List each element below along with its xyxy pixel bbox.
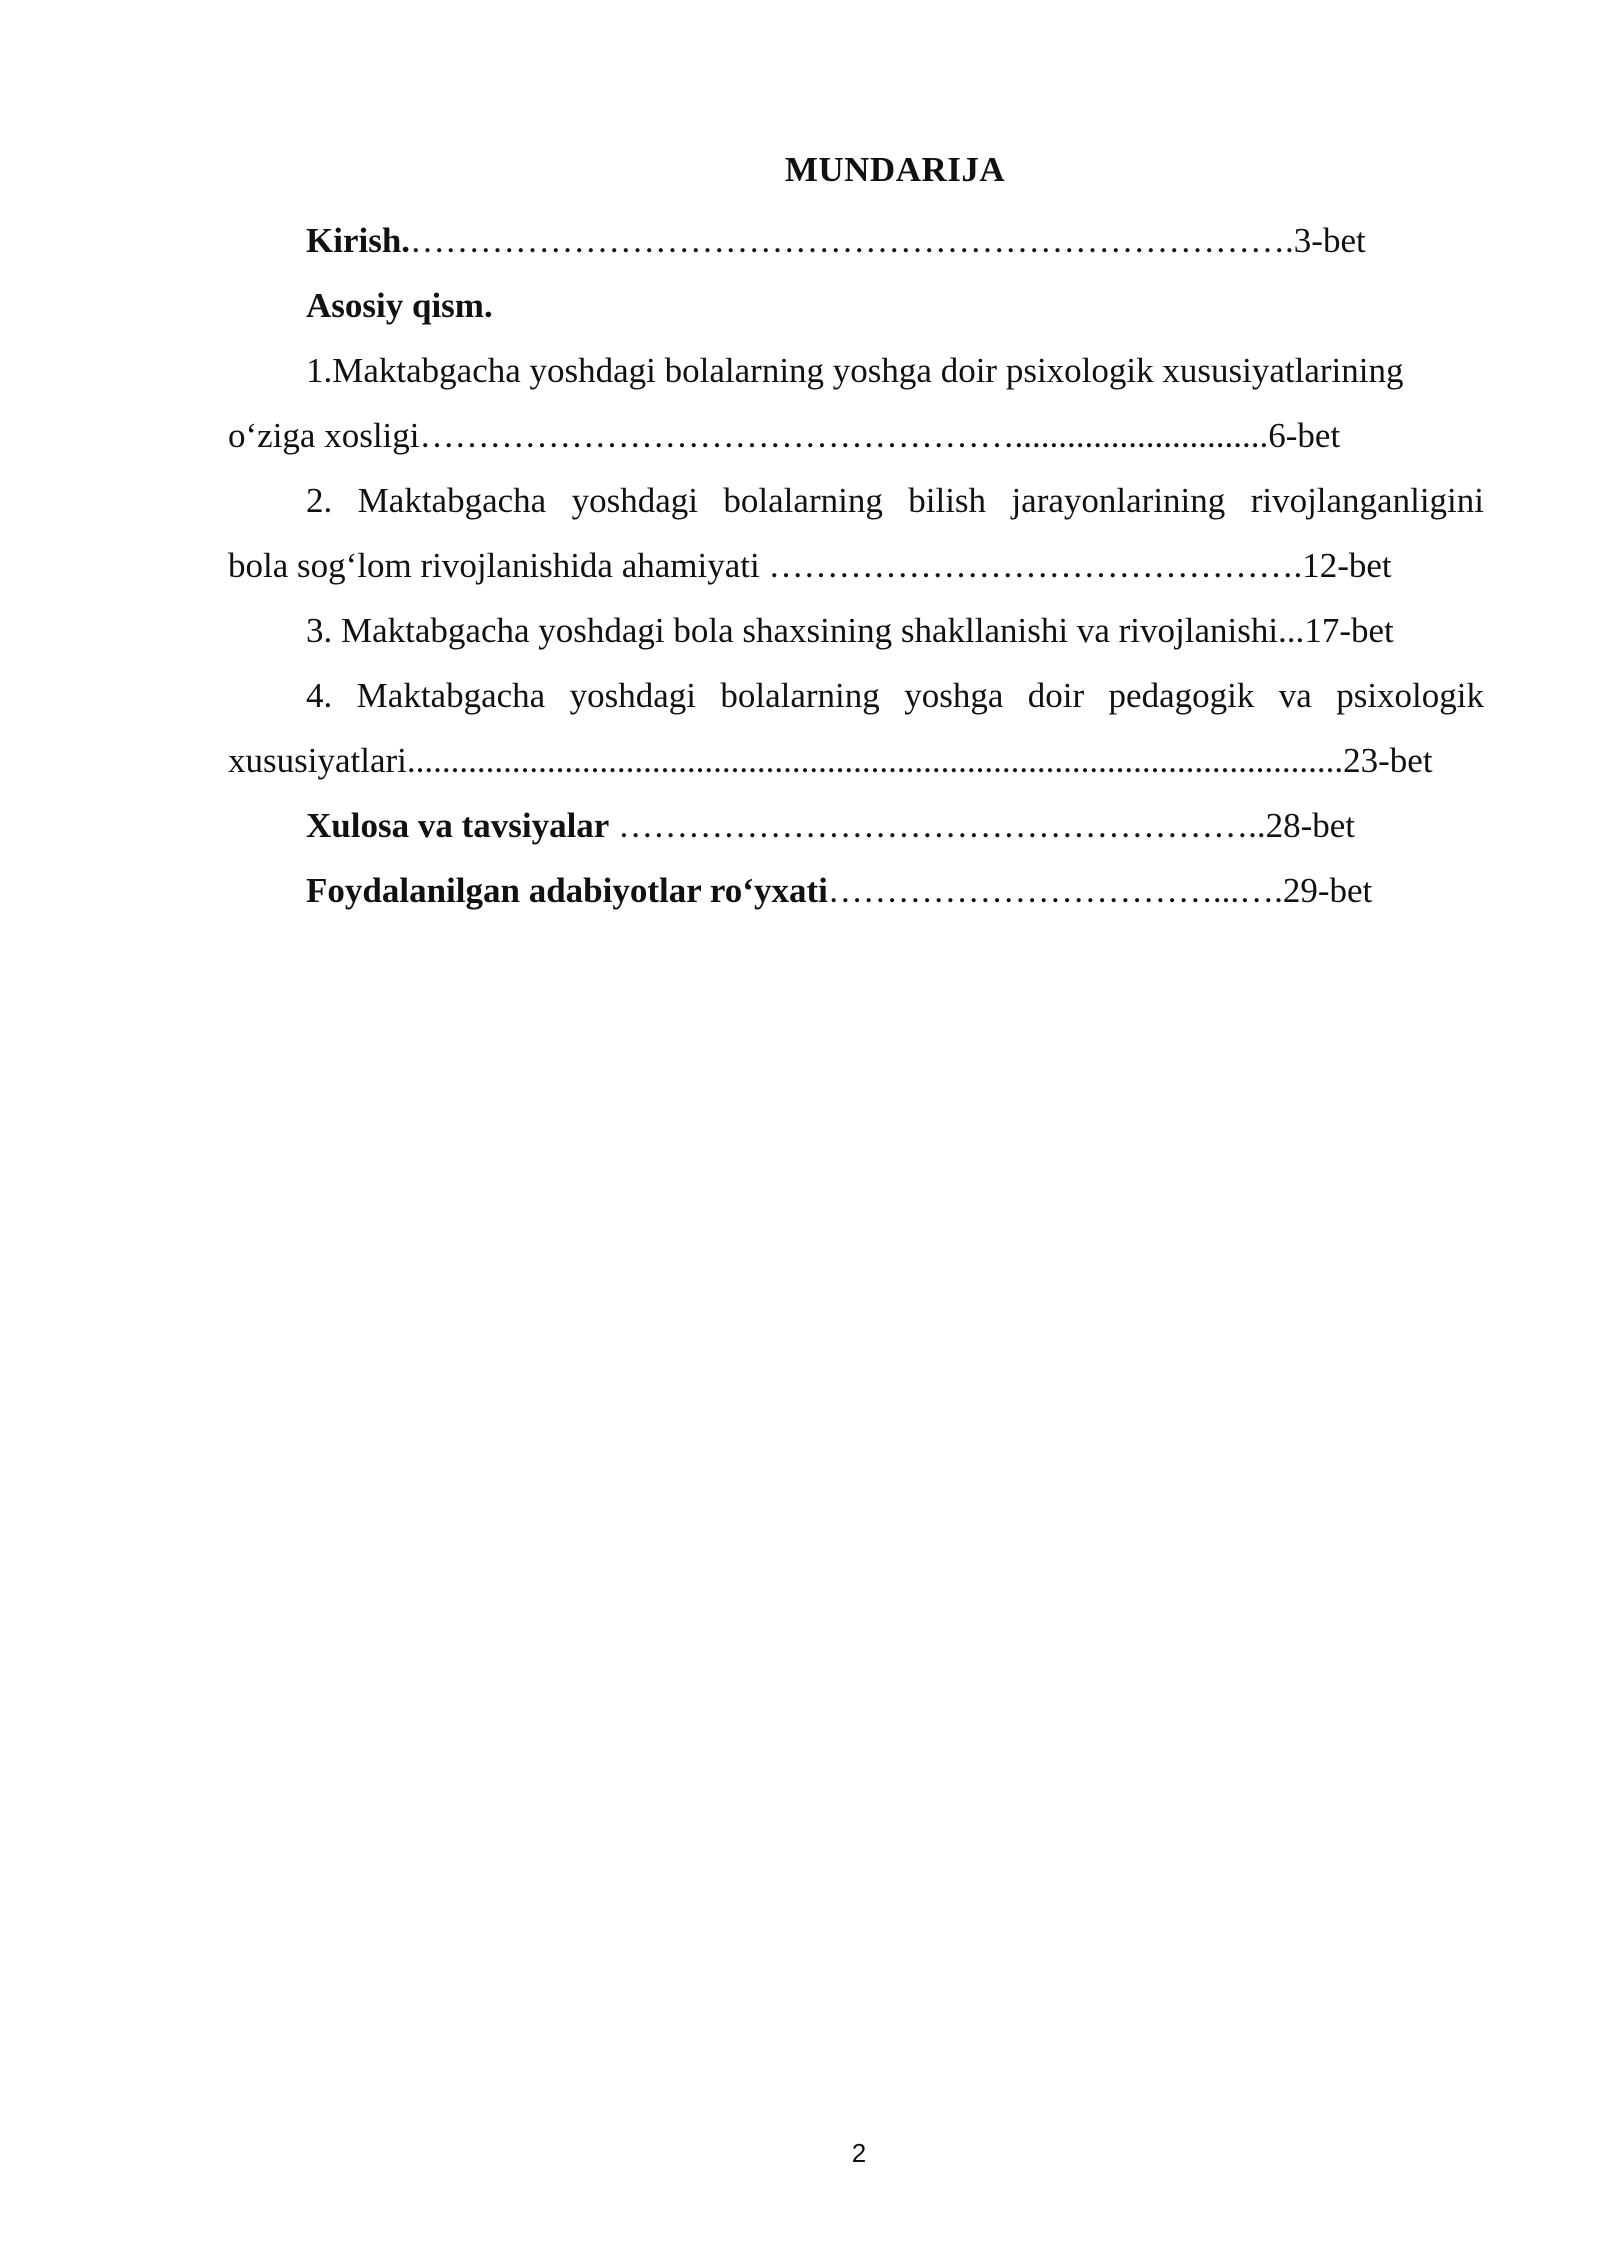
toc-page: 23-bet [1343,741,1433,780]
toc-leader: ………………………………………. [768,546,1303,585]
toc-entry-2-line1: 2. Maktabgacha yoshdagi bolalarning bilish jarayonlarining rivojlanganligini [306,481,1484,520]
toc-label: 3. Maktabgacha yoshdagi bola shaxsining shakllanishi va rivojlanishi... [306,611,1305,650]
toc-leader: ……………………………...…. [827,871,1283,910]
toc-entry-2-line2 [228,543,1392,589]
toc-entry-xulosa [306,803,1355,849]
toc-entry-4-line2 [228,738,1433,784]
toc-page: 29-bet [1282,871,1373,910]
toc-entry-1-line1: 1.Maktabgacha yoshdagi bolalarning yoshga doir psixologik xususiyatlarining [306,351,1404,390]
toc-entry-1-line2 [228,413,1340,459]
toc-leader: ……………………………………………….. [609,806,1266,845]
toc-page: 12-bet [1302,546,1392,585]
toc-entry-4-line1: 4. Maktabgacha yoshdagi bolalarning yoshga doir pedagogik va psixologik [306,676,1484,715]
toc-leader: ........................................................................................................... [406,741,1344,780]
page-number: 2 [851,2138,867,2168]
toc-page: 3-bet [1293,221,1366,260]
toc-label: bola sog‘lom rivojlanishida ahamiyati [228,546,769,585]
toc-entry-3 [306,608,1394,654]
toc-label: Kirish. [306,221,411,260]
toc-entry-adabiyotlar [306,868,1372,914]
page-title: MUNDARIJA [784,150,1006,189]
toc-page: 17-bet [1304,611,1394,650]
toc-leader: ……………………………………………............................. [419,416,1269,455]
toc-leader: …………………………………………………………………. [410,221,1294,260]
toc-label: Xulosa va tavsiyalar [306,806,610,845]
toc-label: Foydalanilgan adabiyotlar ro‘yxati [306,871,828,910]
toc-page: 28-bet [1265,806,1356,845]
toc-page: 6-bet [1268,416,1341,455]
toc-label: xususiyatlari [228,741,407,780]
toc-entry-kirish [306,218,1366,264]
toc-section-asosiy: Asosiy qism. [306,286,493,325]
toc-label: o‘ziga xosligi [228,416,420,455]
